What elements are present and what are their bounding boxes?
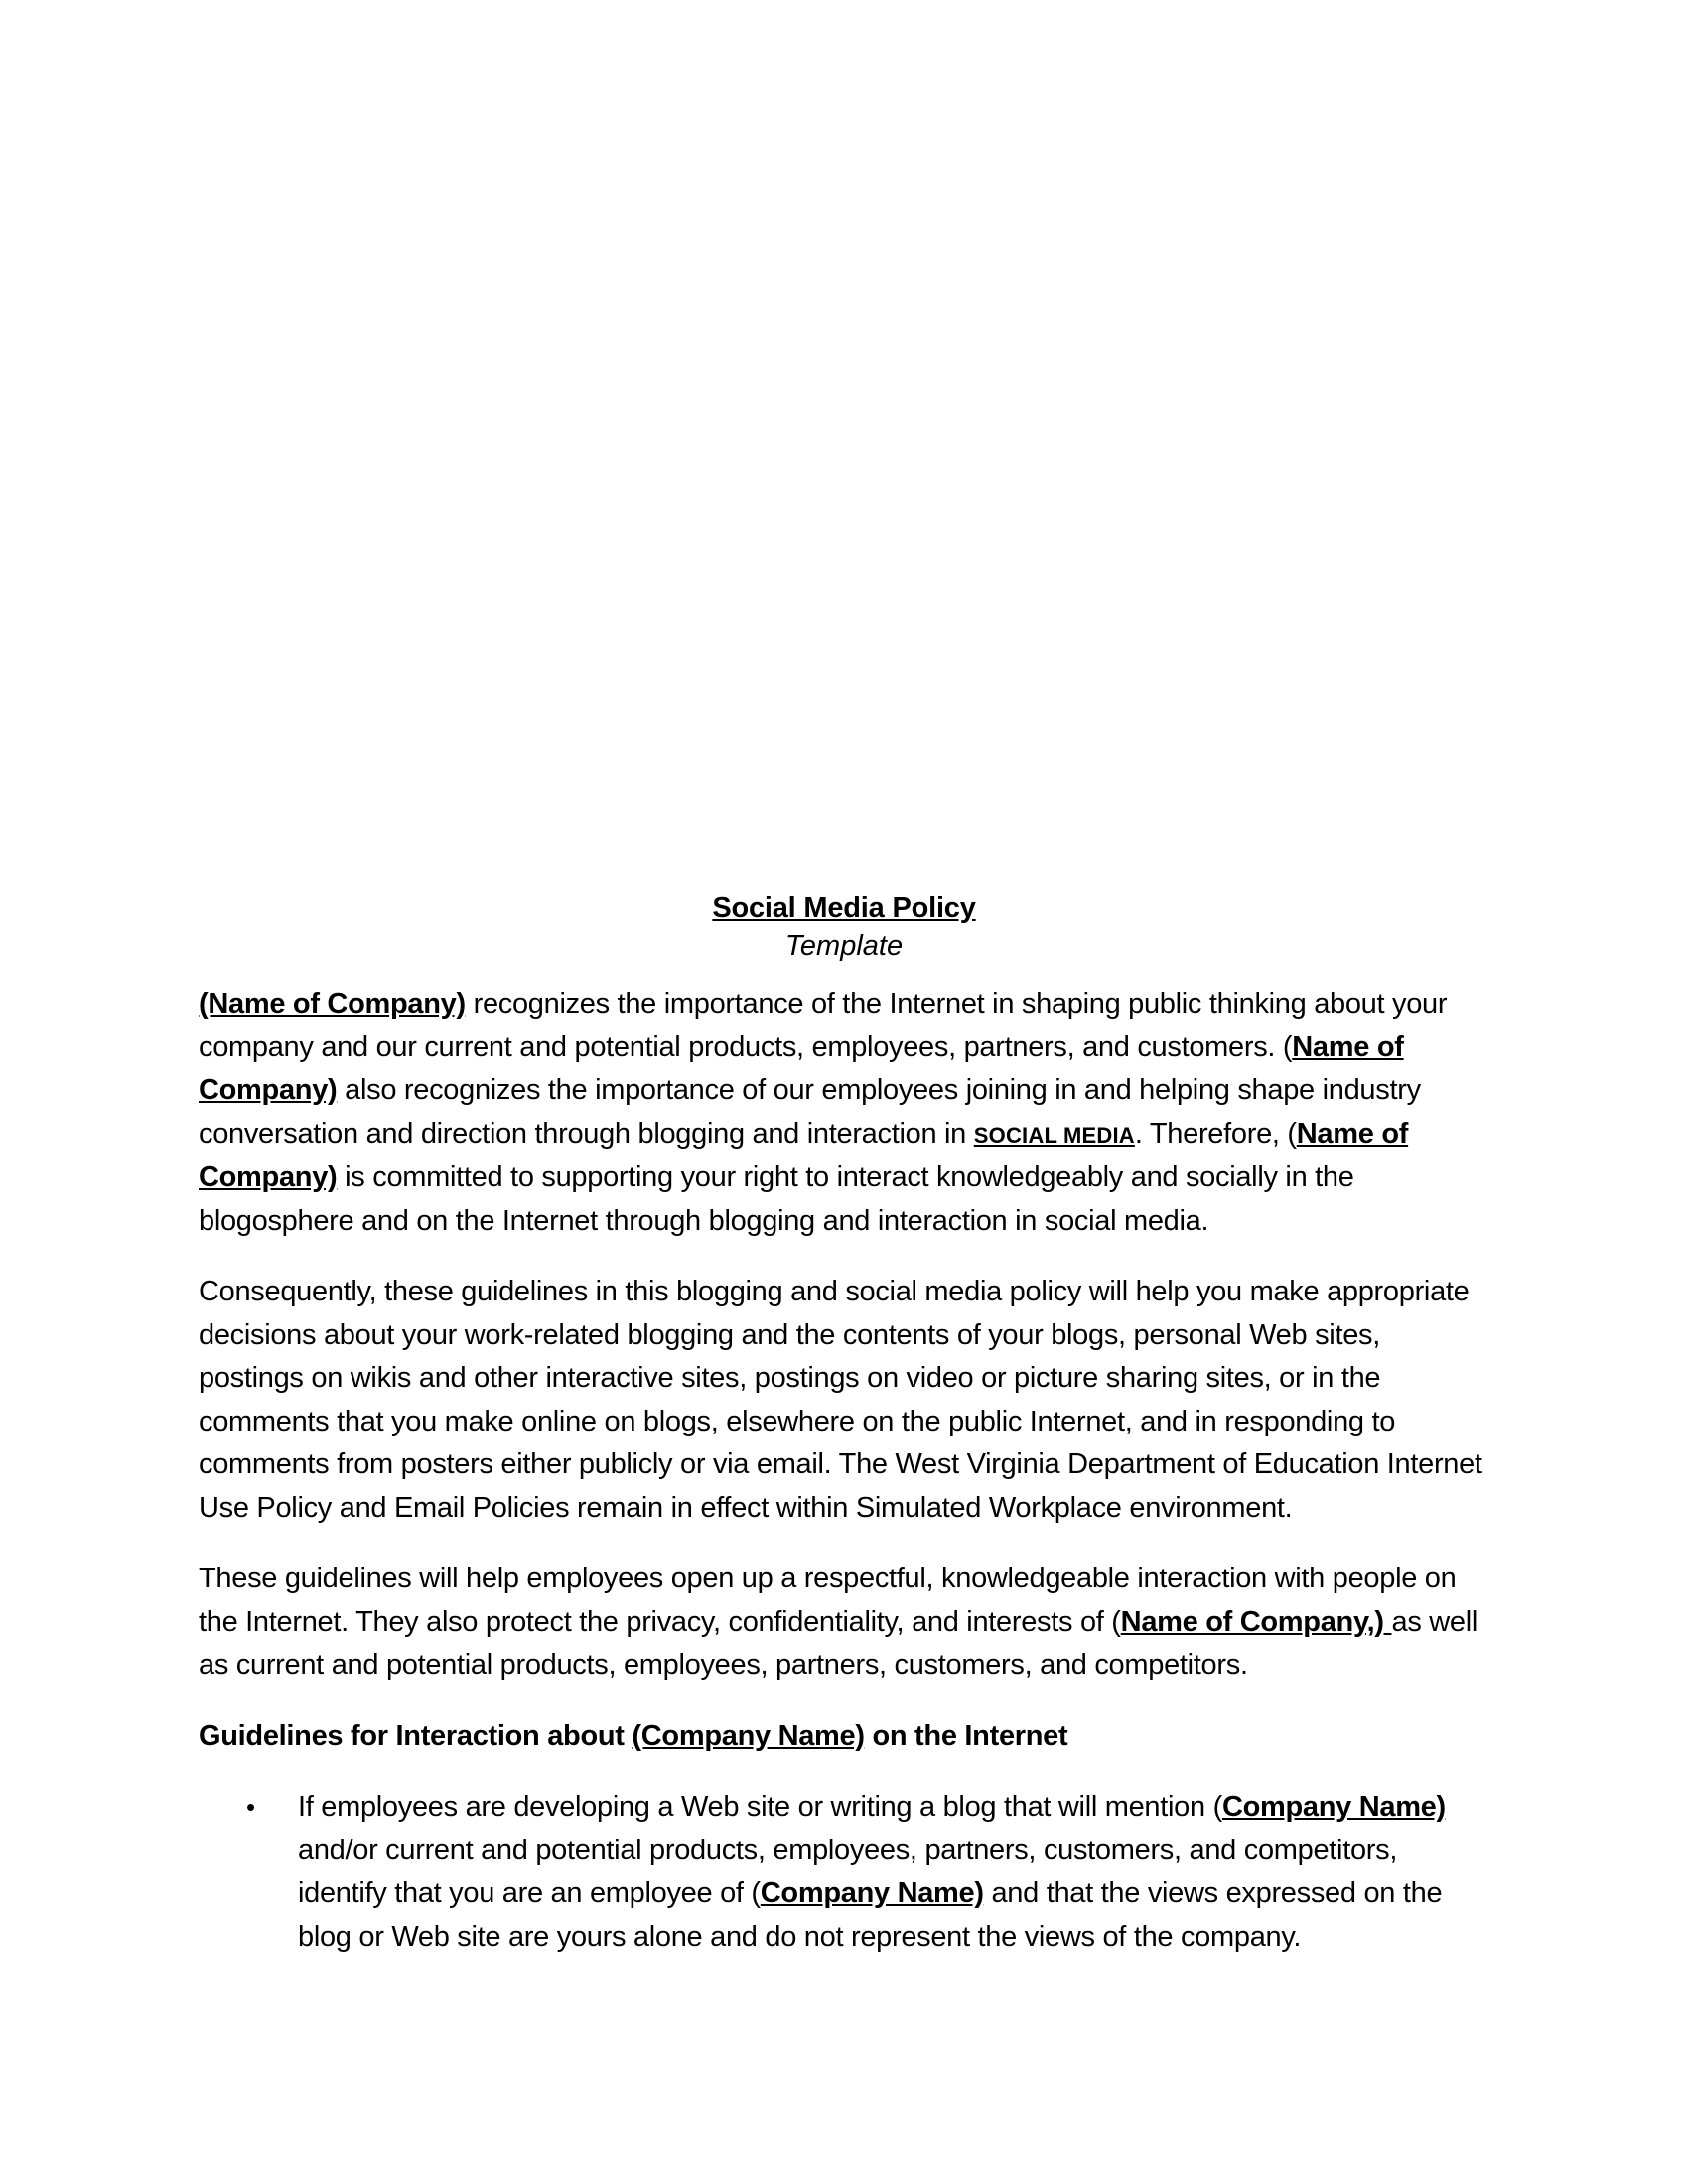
guidelines-list: [199, 1786, 1489, 1959]
list-item: [199, 1786, 1489, 1959]
paragraph-text: . Therefore, (: [1134, 1117, 1297, 1150]
paragraph-text: These guidelines will help employees open up a respectful, knowledgeable interaction with people on the Internet. They also protect the privacy, confidentiality, and interests of (: [199, 1563, 1457, 1638]
company-name-placeholder: Company Name): [1221, 1791, 1446, 1823]
guidelines-paragraph: Consequently, these guidelines in this blogging and social media policy will help you make appropriate decisions about your work-related blogging and the contents of your blogs, personal Web sites, postings on wikis and other interactive sites, postings on video or picture sharing sites, or in the comments that you make online on blogs, elsewhere on the public Internet, and in responding to comments from posters either publicly or via email. The West Virginia Department of Education Internet Use Policy and Email Policies remain in effect within Simulated Workplace environment.: [199, 1276, 1482, 1524]
paragraph-text: is committed to supporting your right to interact knowledgeably and socially in the blogosphere and on the Internet through blogging and interaction in social media.: [199, 1161, 1354, 1237]
company-name-placeholder: Name of Company): [199, 1030, 1404, 1106]
document-subtitle: Template: [784, 930, 904, 962]
heading-text: on the Internet: [864, 1719, 1068, 1752]
paragraph-text: as well as current and potential products, employees, partners, customers, and competitors.: [199, 1605, 1478, 1681]
purpose-paragraph: [199, 1558, 1489, 1688]
heading-text: Guidelines for Interaction about: [199, 1719, 633, 1752]
list-item-text: and that the views expressed on the blog or Web site are yours alone and do not represent the views of the company.: [298, 1877, 1443, 1953]
title-block: [199, 889, 1489, 965]
paragraph-text: recognizes the importance of the Internet in shaping public thinking about your company and our current and potential products, employees, partners, and customers. (: [199, 988, 1448, 1063]
company-name-placeholder: Name of Company,): [1120, 1605, 1392, 1638]
list-item-text: and/or current and potential products, employees, partners, customers, and competitors, identify that you are an employee of (: [298, 1834, 1398, 1909]
company-name-placeholder: Company Name): [760, 1877, 984, 1909]
bullet-icon: •: [246, 1792, 255, 1822]
company-name-placeholder: (Name of Company): [199, 988, 466, 1020]
company-name-placeholder: Name of Company): [199, 1117, 1409, 1193]
list-item-text: If employees are developing a Web site or writing a blog that will mention (: [298, 1791, 1222, 1823]
document-body: [199, 889, 1489, 1959]
paragraph-text: also recognizes the importance of our employees joining in and helping shape industry conversation and direction through blogging and interaction in: [199, 1074, 1421, 1150]
social-media-term: SOCIAL MEDIA: [973, 1122, 1135, 1148]
company-name-placeholder: (Company Name): [632, 1719, 865, 1752]
intro-paragraph: [199, 983, 1489, 1243]
section-heading: [199, 1715, 1489, 1759]
document-title: Social Media Policy: [712, 892, 976, 924]
